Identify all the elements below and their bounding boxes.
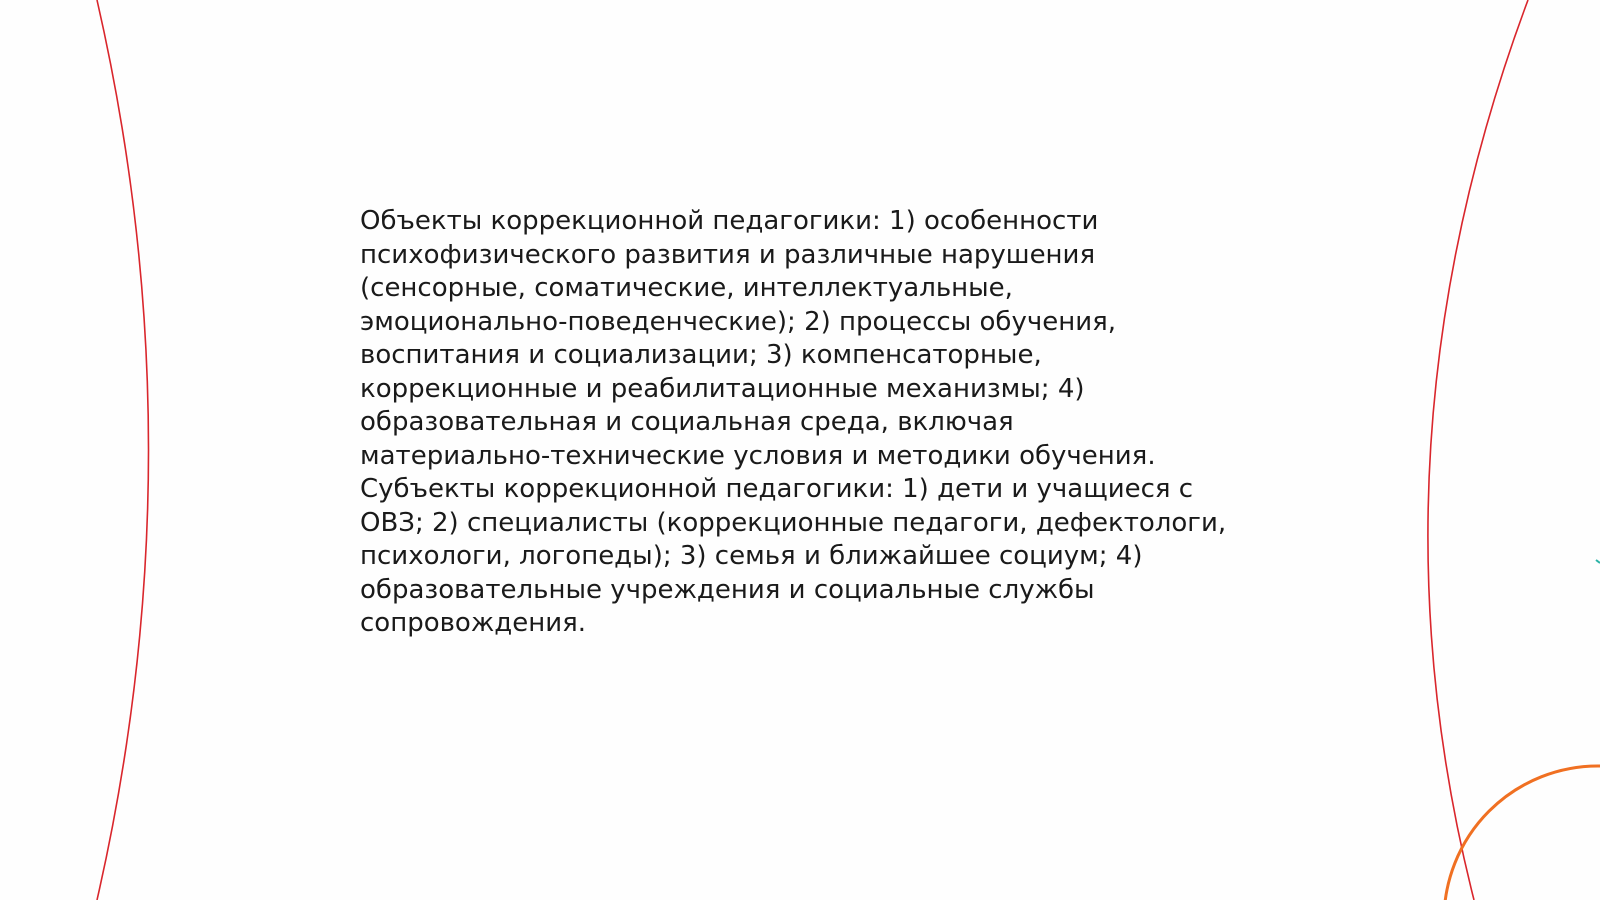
- body-text-line: материально-технические условия и методики обучения.: [360, 440, 1156, 471]
- body-text-line: Объекты коррекционной педагогики: 1) особенности: [360, 206, 1099, 236]
- slide-body-text: [360, 205, 1227, 641]
- body-text-line: образовательная и социальная среда, включая: [360, 407, 1014, 437]
- left-arc-line: [97, 0, 149, 900]
- body-text-line: воспитания и социализации; 3) компенсаторные,: [360, 340, 1042, 370]
- body-text-line: образовательные учреждения и социальные службы: [360, 574, 1095, 605]
- body-text-line: коррекционные и реабилитационные механизмы; 4): [360, 373, 1085, 404]
- corner-ring: [1444, 766, 1600, 900]
- body-text-line: (сенсорные, соматические, интеллектуальные,: [360, 273, 1013, 303]
- body-text-line: сопровождения.: [360, 608, 587, 638]
- teal-accent-mark: [1596, 560, 1600, 563]
- right-arc-line: [1428, 0, 1528, 900]
- body-text-line: эмоционально-поведенческие); 2) процессы обучения,: [360, 306, 1116, 337]
- body-text-line: ОВЗ; 2) специалисты (коррекционные педагоги, дефектологи,: [360, 507, 1227, 538]
- body-text-line: психофизического развития и различные нарушения: [360, 239, 1096, 270]
- body-text-line: психологи, логопеды); 3) семья и ближайшее социум; 4): [360, 541, 1143, 571]
- body-text-line: Субъекты коррекционной педагогики: 1) дети и учащиеся с: [360, 474, 1194, 504]
